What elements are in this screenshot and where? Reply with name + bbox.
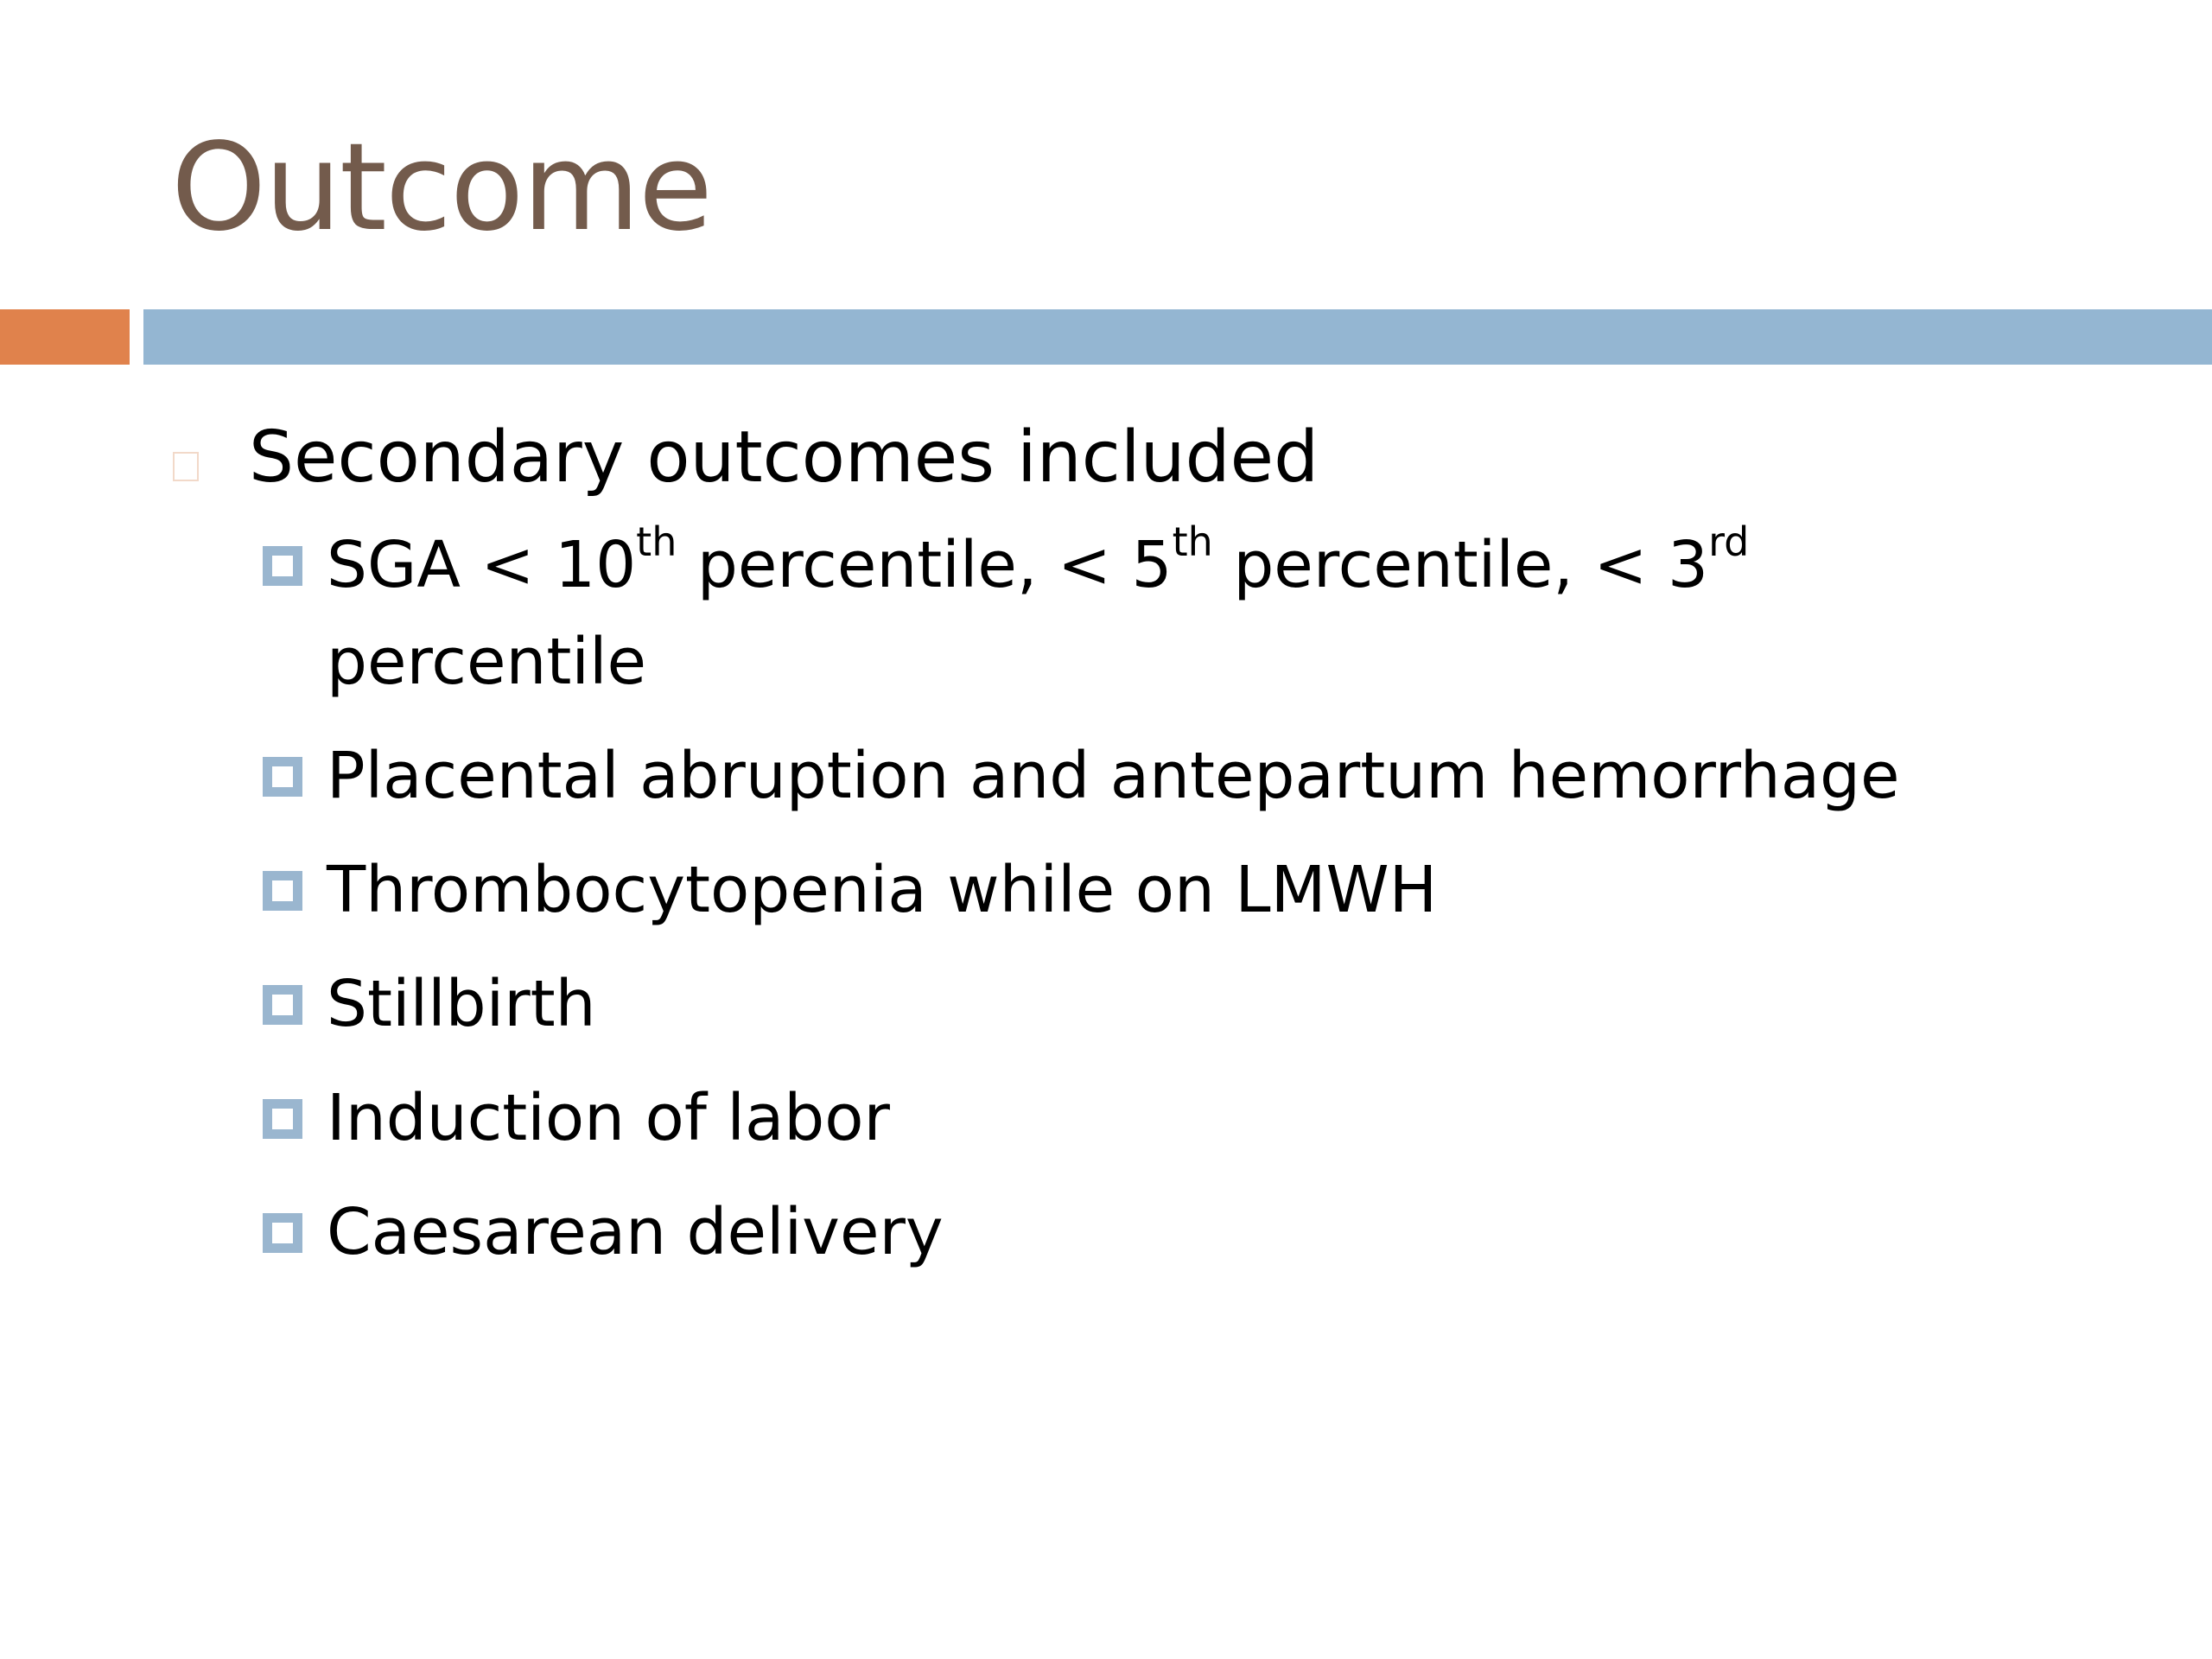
square-bullet-icon [263, 757, 302, 797]
sub-bullet-thrombocytopenia [263, 842, 1991, 938]
sub-bullet-induction [263, 1070, 1991, 1166]
sga-sup-2: th [1172, 518, 1213, 566]
sub-bullet-stillbirth [263, 956, 1991, 1052]
sub-bullet-sga [263, 517, 1882, 710]
sub-bullet-abruption [263, 728, 1991, 824]
sga-text-part4: percentile [327, 625, 647, 699]
thrombocytopenia-text: Thrombocytopenia while on LMWH [327, 853, 1438, 927]
abruption-text: Placental abruption and antepartum hemorrhage [327, 739, 1900, 813]
sga-text-part2: percentile, < 5 [677, 528, 1173, 602]
square-bullet-icon [263, 985, 302, 1025]
square-bullet-icon [263, 1213, 302, 1253]
main-bullet-text: Secondary outcomes included [249, 416, 1319, 499]
square-bullet-icon [263, 1099, 302, 1139]
sub-bullet-list [263, 517, 1991, 1298]
square-bullet-icon [263, 546, 302, 586]
square-bullet-icon [263, 871, 302, 911]
induction-text: Induction of labor [327, 1081, 890, 1155]
main-bullet [173, 406, 1319, 510]
title-underline-bar [143, 309, 2212, 365]
sga-sup-3: rd [1708, 518, 1750, 566]
caesarean-text: Caesarean delivery [327, 1195, 944, 1269]
sga-text-part1: SGA < 10 [327, 528, 637, 602]
accent-bar [0, 309, 130, 365]
sga-text-part3: percentile, < 3 [1212, 528, 1709, 602]
sga-sup-1: th [636, 518, 677, 566]
sub-bullet-caesarean [263, 1184, 1991, 1281]
stillbirth-text: Stillbirth [327, 967, 596, 1041]
slide-title: Outcome [171, 118, 711, 258]
square-outline-bullet-icon [173, 452, 199, 481]
